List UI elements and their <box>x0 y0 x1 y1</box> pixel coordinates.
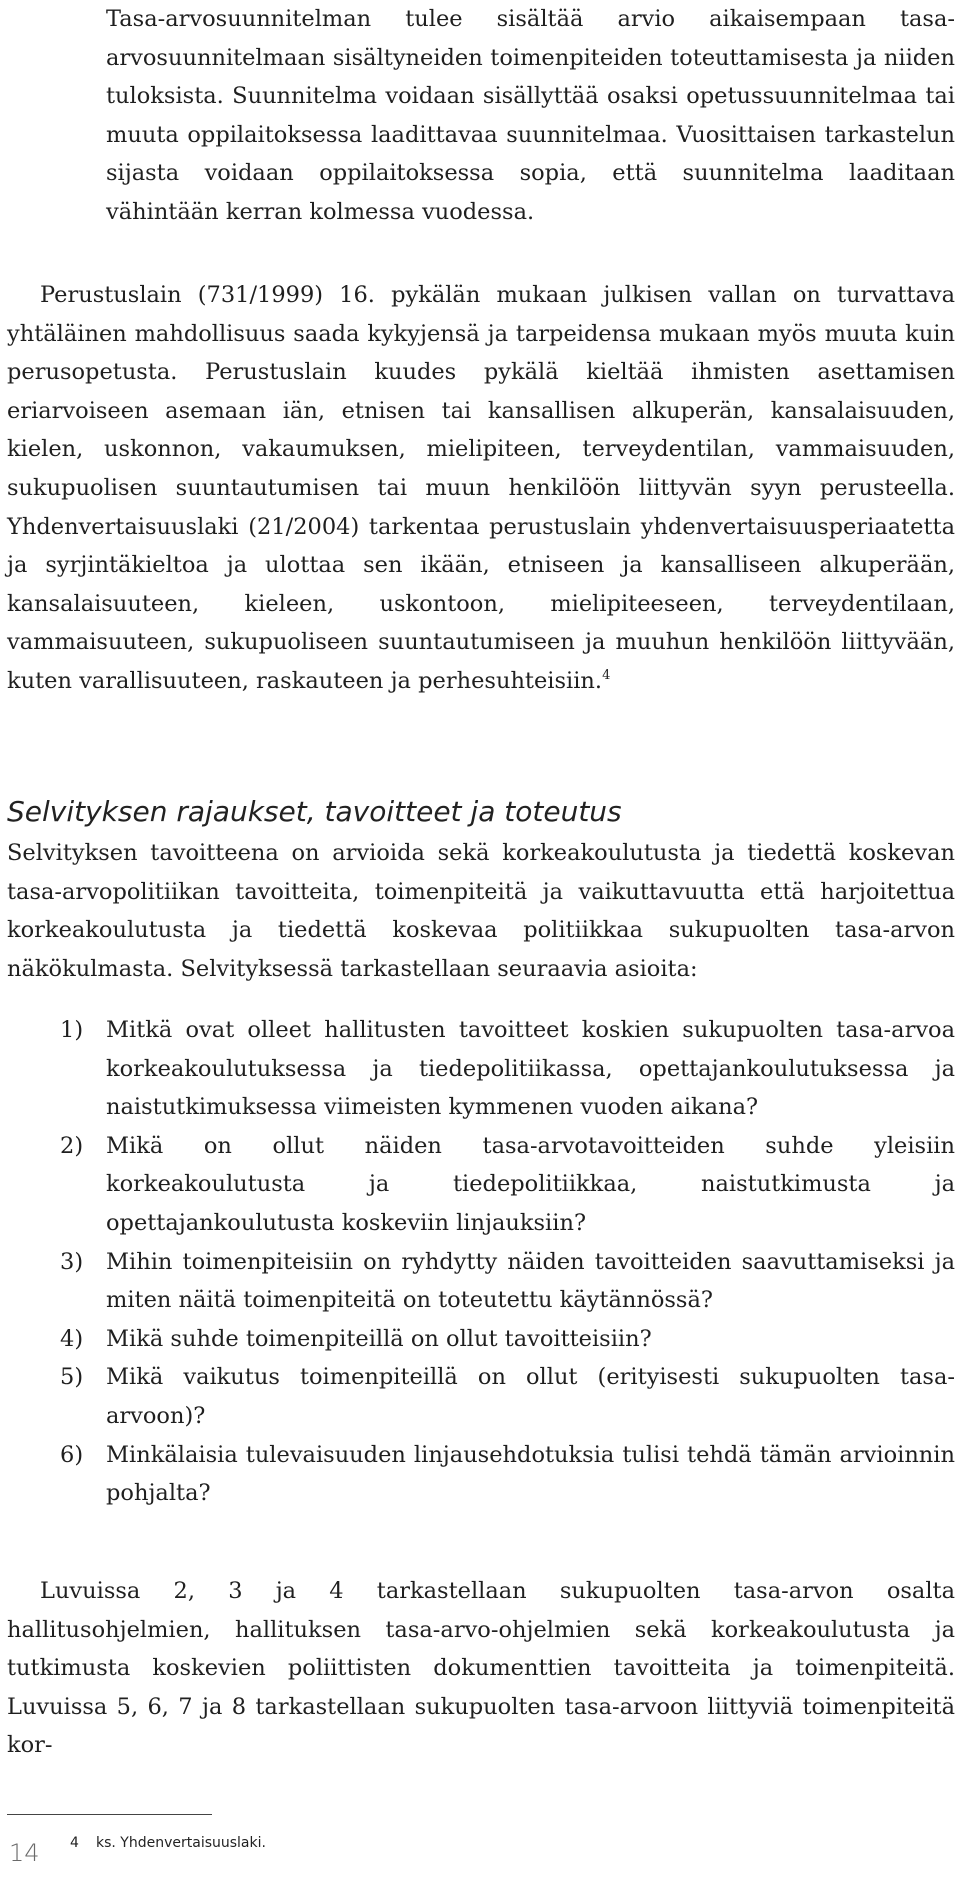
list-item <box>0 1436 955 1513</box>
list-item-text: Mitkä ovat olleet hallitusten tavoitteet koskien sukupuolten tasa-arvoa korkeakoulutuksessa ja tiedepolitiikassa, opettajankoulutuksessa ja naistutkimuksessa viimeisten kymmenen vuoden aikana? <box>106 1017 955 1121</box>
list-item-text: Mikä on ollut näiden tasa-arvotavoitteiden suhde yleisiin korkeakoulutusta ja tiedepolitiikkaa, naistutkimusta ja opettajankoulutusta koskeviin linjauksiin? <box>106 1132 955 1236</box>
list-item-text: Minkälaisia tulevaisuuden linjausehdotuksia tulisi tehdä tämän arvioinnin pohjalta? <box>106 1441 955 1507</box>
paragraph-constitution-text: Perustuslain (731/1999) 16. pykälän mukaan julkisen vallan on turvattava yhtäläinen mahdollisuus saada kykyjensä ja tarpeidensa mukaan myös muuta kuin perusopetusta. Perustuslain kuudes pykälä kieltää ihmisten asettamisen eriarvoiseen asemaan iän, etnisen tai kansallisen alkuperän, kansalaisuuden, kielen, uskonnon, vakaumuksen, mielipiteen, terveydentilan, vammaisuuden, sukupuolisen suuntautumisen tai muun henkilöön liittyvän syyn perusteella. Yhdenvertaisuuslaki (21/2004) tarkentaa perustuslain yhdenvertaisuusperiaatetta ja syrjintäkieltoa ja ulottaa sen ikään, etniseen ja kansalliseen alkuperään, kansalaisuuteen, kieleen, uskontoon, mielipiteeseen, terveydentilaan, vammaisuuteen, sukupuoliseen suuntautumiseen ja muuhun henkilöön liittyvään, kuten varallisuuteen, raskauteen ja perhesuhteisiin. <box>7 282 955 694</box>
list-item-number: 3) <box>60 1248 84 1275</box>
page-number: 14 <box>9 1839 40 1867</box>
list-item <box>0 1320 955 1359</box>
footnote-text: ks. Yhdenvertaisuuslaki. <box>96 1835 266 1851</box>
list-item <box>0 1358 955 1435</box>
list-item-text: Mikä vaikutus toimenpiteillä on ollut (erityisesti sukupuolten tasa-arvoon)? <box>106 1364 955 1429</box>
paragraph-constitution <box>7 276 955 701</box>
list-item-number: 2) <box>60 1132 84 1159</box>
footnote-divider <box>7 1814 212 1815</box>
list-item <box>0 1127 955 1243</box>
list-item-number: 4) <box>60 1325 84 1352</box>
list-item-number: 5) <box>60 1364 84 1391</box>
paragraph-objectives: Selvityksen tavoitteena on arvioida sekä korkeakoulutusta ja tiedettä koskevan tasa-arvopolitiikan tavoitteita, toimenpiteitä ja vaikuttavuutta että harjoitettua korkeakoulutusta ja tiedettä koskevaa politiikkaa sukupuolten tasa-arvon näkökulmasta. Selvityksessä tarkastellaan seuraavia asioita: <box>7 840 955 982</box>
question-list <box>0 1011 955 1513</box>
footnote-number: 4 <box>70 1835 79 1851</box>
list-item-number: 6) <box>60 1441 84 1468</box>
footnote <box>70 1833 266 1853</box>
paragraph-chapters: Luvuissa 2, 3 ja 4 tarkastellaan sukupuolten tasa-arvon osalta hallitusohjelmien, hallituksen tasa-arvo-ohjelmien sekä korkeakoulutusta ja tutkimusta koskevien poliittisten dokumenttien tavoitteita ja toimenpiteitä. Luvuissa 5, 6, 7 ja 8 tarkastellaan sukupuolten tasa-arvoon liittyviä toimenpiteitä kor- <box>7 1578 955 1759</box>
footnote-reference[interactable]: 4 <box>602 667 611 683</box>
list-item-text: Mikä suhde toimenpiteillä on ollut tavoitteisiin? <box>106 1325 652 1352</box>
paragraph-equality-plan: Tasa-arvosuunnitelman tulee sisältää arvio aikaisempaan tasa-arvosuunnitelmaan sisältyneiden toimenpiteiden toteuttamisesta ja niiden tuloksista. Suunnitelma voidaan sisällyttää osaksi opetussuunnitelmaa tai muuta oppilaitoksessa laadittavaa suunnitelmaa. Vuosittaisen tarkastelun sijasta voidaan oppilaitoksessa sopia, että suunnitelma laaditaan vähintään kerran kolmessa vuodessa. <box>106 6 955 225</box>
list-item-number: 1) <box>60 1017 84 1043</box>
list-item <box>0 1243 955 1320</box>
section-heading: Selvityksen rajaukset, tavoitteet ja toteutus <box>7 795 622 828</box>
list-item <box>0 1011 955 1127</box>
list-item-text: Mihin toimenpiteisiin on ryhdytty näiden tavoitteiden saavuttamiseksi ja miten näitä toimenpiteitä on toteutettu käytännössä? <box>106 1248 955 1314</box>
